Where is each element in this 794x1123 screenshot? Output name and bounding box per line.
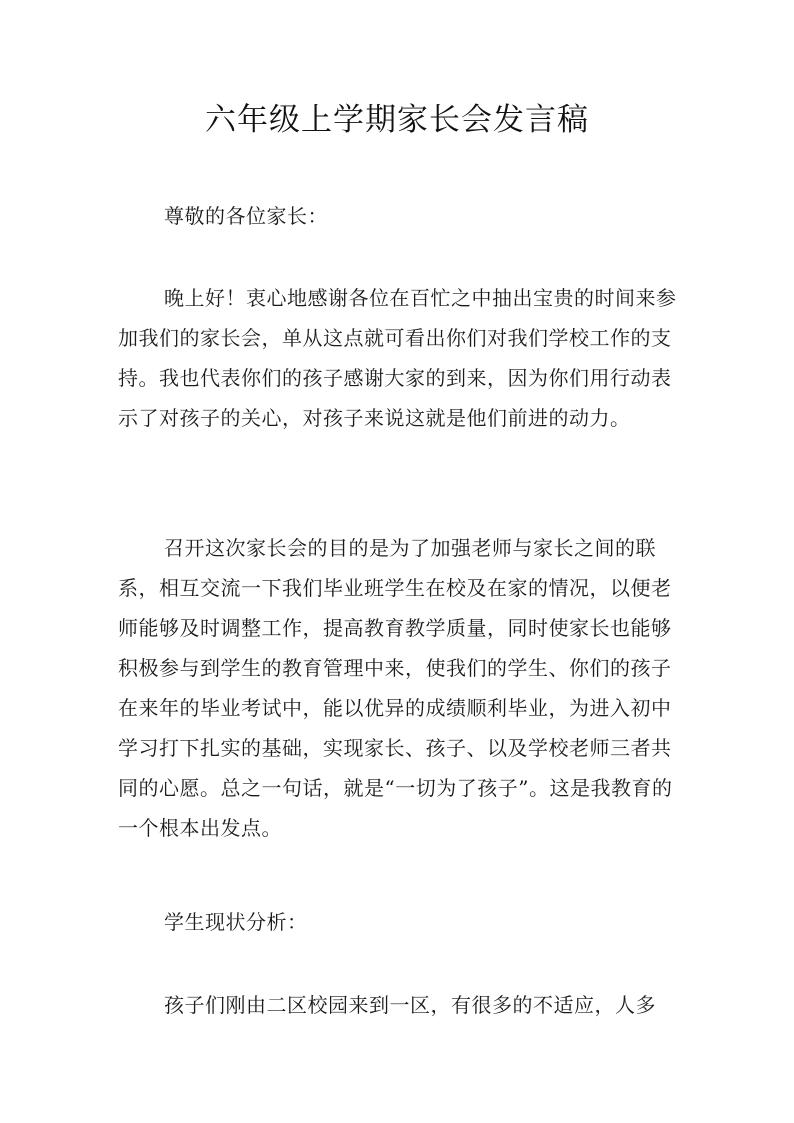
document-title: 六年级上学期家长会发言稿 [205, 102, 589, 138]
paragraph-welcome [118, 278, 684, 438]
paragraph-text: 晚上好！衷心地感谢各位在百忙之中抽出宝贵的时间来参加我们的家长会，单从这点就可看出你们对我们学校工作的支持。我也代表你们的孩子感谢大家的到来，因为你们用行动表示了对孩子的关心，对孩子来说这就是他们前进的动力。 [118, 286, 677, 430]
paragraph-analysis: 孩子们刚由二区校园来到一区，有很多的不适应，人多 [164, 993, 656, 1017]
greeting: 尊敬的各位家长： [164, 204, 328, 228]
section-heading: 学生现状分析： [164, 910, 308, 934]
paragraph-text: 召开这次家长会的目的是为了加强老师与家长之间的联系，相互交流一下我们毕业班学生在校及在家的情况，以便老师能够及时调整工作，提高教育教学质量，同时使家长也能够积极参与到学生的教育管理中来，使我们的学生、你们的孩子在来年的毕业考试中，能以优异的成绩顺利毕业，为进入初中学习打下扎实的基础，实现家长、孩子、以及学校老师三者共同的心愿。总之一句话，就是“一切为了孩子”。这是我教育的一个根本出发点。 [118, 536, 673, 840]
paragraph-purpose [118, 528, 684, 848]
